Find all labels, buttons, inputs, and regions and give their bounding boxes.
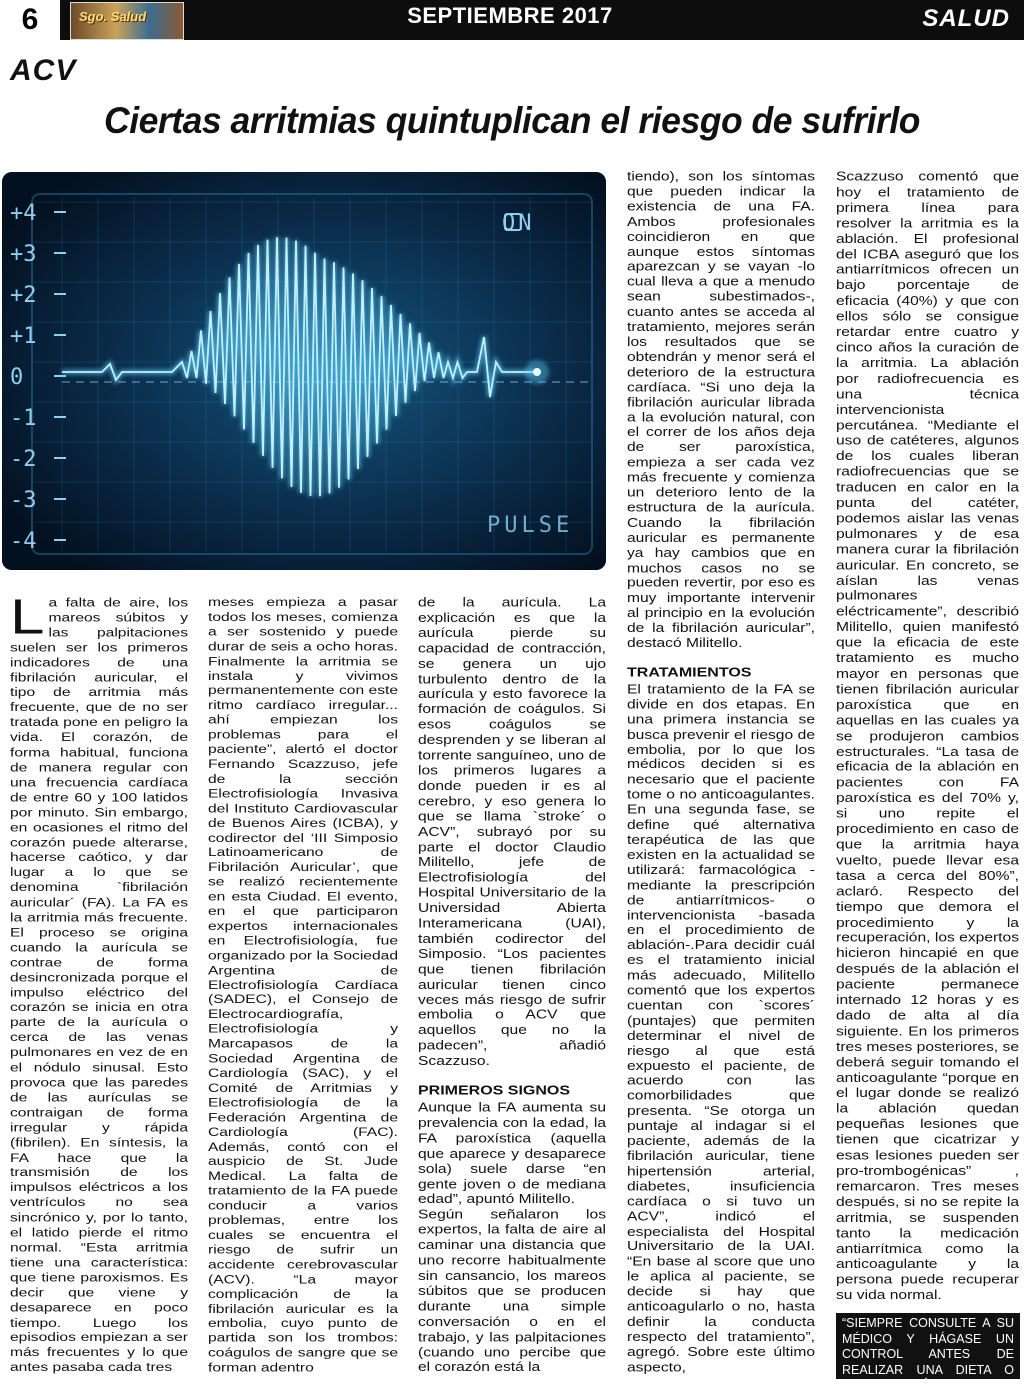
paragraph-5-start: Según señalaron los expertos, la falta de aire al caminar una distancia que uno recorre habitualmente sin cansancio, los mareos súbitos que se producen durante una simple conversación o en el trabajo, y las palpitaciones (cuando uno percibe que el corazón está la: [418, 1208, 606, 1375]
drop-cap: L: [10, 589, 45, 645]
trace-dot: [533, 368, 541, 376]
article-kicker: ACV: [10, 54, 77, 87]
scale-label: -4: [10, 529, 37, 554]
pulse-label: PULSE: [487, 513, 574, 538]
column-3: [418, 596, 606, 1376]
scale-label: -1: [10, 406, 37, 431]
column-2: [208, 596, 398, 1376]
paragraph-4: Aunque la FA aumenta su prevalencia con la edad, la FA paroxística (aquella que aparece y desaparece sola) suele darse “en gente joven o de mediana edad”, apuntó Militello.: [418, 1101, 606, 1207]
page-number: 6: [0, 0, 60, 40]
scale-label: -2: [10, 447, 37, 472]
subhead-first-signs: PRIMEROS SIGNOS: [418, 1084, 571, 1099]
scale-label: +3: [10, 242, 37, 267]
advice-callout: “SIEMPRE CONSULTE A SU MÉDICO Y HÁGASE UN CONTROL ANTES DE REALIZAR UNA DIETA O ACTIVADAD FÍSICA”: [836, 1313, 1020, 1379]
paragraph-2: meses empieza a pasar todos los meses, comienza a ser sostenido y puede durar de seis a ocho horas. Finalmente la arritmia se instala y vivimos permanentemente con este ritmo cardíaco irregular... ahí empiezan los problemas para el paciente”, alertó el doctor Fernando Scazzuso, jefe de la sección Electrofisiología Invasiva del Instituto Cardiovascular de Buenos Aires (ICBA), y codirector del ‘III Simposio Latinoamericano de Fibrilación Auricular’, que se realizó recientemente en esta Ciudad. El evento, en el que participaron expertos internacionales en Electrofisiología, fue organizado por la Sociedad Argentina de Electrofisiología Cardíaca (SADEC), el Consejo de Electrocardiografía, Electrofisiología y Marcapasos de la Sociedad Argentina de Cardiología (SAC), y el Comité de Arritmias y Electrofisiología de la Federación Argentina de Cardiología (FAC). Además, contó con el auspicio de St. Jude Medical. La falta de tratamiento de la FA puede conducir a varios problemas, entre los cuales se encuentra el riesgo de sufrir un accidente cerebrovascular (ACV). “La mayor complicación de la fibrilación auricular es la embolia, cuyo punto de partida son los trombos: coágulos de sangre que se forman adentro: [208, 596, 398, 1375]
scale-label: +2: [10, 283, 37, 308]
paragraph-6-end: Scazzuso comentó que hoy el tratamiento de primera línea para resolver la arritmia es la ablación. El profesional del ICBA aseguró que los antiarrítmicos ofrecen un bajo porcentaje de eficacia (40%) y que con ellos sólo se consigue retardar entre cuatro y cinco años la curación de la arritmia. La ablación por radiofrecuencia es una técnica intervencionista percutánea. “Mediante el uso de catéteres, algunos de los cuales liberan radiofrecuencias que se traducen en calor en la punta del catéter, podemos aislar las venas pulmonares y de esa manera curar la fibrilación auricular. En concreto, se aíslan las venas pulmonares eléctricamente”, describió Militello, quien manifestó que la eficacia de este tratamiento es mucho mayor en personas que tienen fibrilación auricular paroxística que en aquellas en las cuales ya se produjeron cambios estructurales. “La tasa de eficacia de la ablación en pacientes con FA paroxística es del 70% y, si uno repite el procedimiento en caso de que la arritmia haya vuelto, puede llevar esa tasa a cerca del 80%”, aclaró. Respecto del tiempo que demora el procedimiento y la recuperación, los expertos hicieron hincapié en que después de la ablación el paciente permanece internado 12 horas y es dado de alta al día siguiente. En los primeros tres meses posteriores, se deberá seguir tomando el anticoagulante “porque en el lugar donde se realizó la ablación quedan pequeñas lesiones que tienen que cicatrizar y esas lesiones pueden ser pro-trombogénicas” , remarcaron. Tres meses después, si no se repite la arritmia, se suspenden tanto la medicación antiarrítmica como la anticoagulante y la persona puede recuperar su vida normal.: [836, 170, 1019, 1303]
section-name: SALUD: [922, 5, 1010, 32]
issue-date: SEPTIEMBRE 2017: [407, 3, 613, 28]
page-header: [0, 0, 1024, 40]
publication-logo: [70, 2, 184, 40]
article-headline: Ciertas arritmias quintuplican el riesgo de sufrirlo: [104, 100, 920, 141]
scale-label: -3: [10, 488, 37, 513]
monitor-graphic: [2, 172, 606, 570]
heartbeat-monitor-image: [2, 172, 606, 570]
column-4: [627, 170, 815, 1376]
logo-text: Sgo. Salud: [79, 9, 147, 24]
scale-label: +4: [10, 201, 37, 226]
column-1: [10, 589, 188, 1376]
paragraph-3: de la aurícula. La explicación es que la aurícula pierde su capacidad de contracción, se genera un ujo turbulento dentro de la aurícula y esto favorece la formación de coágulos. Si esos coágulos se desprenden y se liberan al torrente sanguíneo, uno de los primeros lugares a donde pueden ir es al cerebro, y eso genera lo que se llama `stroke´ o ACV”, subrayó por su parte el doctor Claudio Militello, jefe de Electrofisiología del Hospital Universitario de la Universidad Abierta Interamericana (UAI), también codirector del Simposio. “Los pacientes que tienen fibrilación auricular tienen cinco veces más riesgo de sufrir embolia o ACV que aquellos que no la padecen”, añadió Scazzuso.: [418, 596, 606, 1069]
paragraph-1: a falta de aire, los mareos súbitos y las palpitaciones suelen ser los primeros indicadores de una fibrilación auricular, el tipo de arritmia más frecuente, que de no ser tratada pone en peligro la vida. El corazón, de forma habitual, funciona de manera regular con una frecuencia cardíaca de entre 60 y 100 latidos por minuto. Sin embargo, en ocasiones el ritmo del corazón puede alterarse, hacerse caótico, y dar lugar a lo que se denomina `fibrilación auricular´ (FA). La FA es la arritmia más frecuente. El proceso se origina cuando la aurícula se contrae de forma desincronizada porque el impulso eléctrico del corazón se inicia en otra parte de la aurícula o cerca de las venas pulmonares en vez de en el nódulo sinusal. Esto provoca que las paredes de las aurículas se contraigan de forma irregular y rápida (fibrilen). En síntesis, la FA hace que la transmisión de los impulsos eléctricos a los ventrículos no sea sincrónico y, por lo tanto, el latido pierde el ritmo normal. “Esta arritmia tiene una característica: que tiene paroxismos. Es decir que viene y desaparece en poco tiempo. Luego los episodios empiezan a ser más frecuentes y lo que antes pasaba cada tres: [10, 596, 188, 1375]
paragraph-6-start: El tratamiento de la FA se divide en dos etapas. En una primera instancia se busca prevenir el riesgo de embolia, por lo que los médicos deciden si es necesario que el paciente tome o no anticoagulantes. En una segunda fase, se define qué alternativa terapéutica de las que existen en la actualidad se utilizará: farmacológica -mediante la prescripción de antiarrítmicos- o intervencionista -basada en el procedimiento de ablación-.Para decidir cuál es el tratamiento inicial más adecuado, Militello comentó que los expertos cuentan con `scores´ (puntajes) que permiten determinar el nivel de riesgo al que está expuesto el paciente, de acuerdo con las comorbilidades que presenta. “Se otorga un puntaje al indagar si el paciente, además de la fibrilación auricular, tiene hipertensión arterial, diabetes, insuficiencia cardíaca o si tuvo un ACV”, indicó el especialista del Hospital Universitario de la UAI. “En base al score que uno le aplica al paciente, se decide si hay que anticoagularlo o no, hasta definir la conducta respecto del tratamiento”, agregó. Sobre este último aspecto,: [627, 682, 815, 1375]
lead-paragraph: [10, 589, 188, 1376]
scale-label: +1: [10, 324, 37, 349]
paragraph-5-end: tiendo), son los síntomas que pueden indicar la existencia de una FA. Ambos profesionales coincidieron en que aunque estos síntomas aparezcan y se vayan -lo cual lleva a que a menudo sean subestimados-, cuanto antes se acceda al tratamiento, mejores serán los resultados que se obtendrán y menor será el deterioro de la estructura cardíaca. “Si uno deja la fibrilación auricular librada a la evolución natural, con el correr de los años deja de ser paroxística, empieza a ser cada vez más frecuente y comienza un deterioro lento de la estructura de la aurícula. Cuando la fibrilación auricular es permanente ya hay cambios que en muchos casos no se pueden revertir, por eso es muy importante intervenir al principio en la evolución de la fibrilación auricular”, destacó Militello.: [627, 170, 815, 651]
subhead-treatments: TRATAMIENTOS: [627, 666, 752, 680]
scale-label: 0: [10, 365, 24, 390]
column-5: [836, 170, 1019, 1304]
on-indicator: ON: [502, 211, 535, 236]
